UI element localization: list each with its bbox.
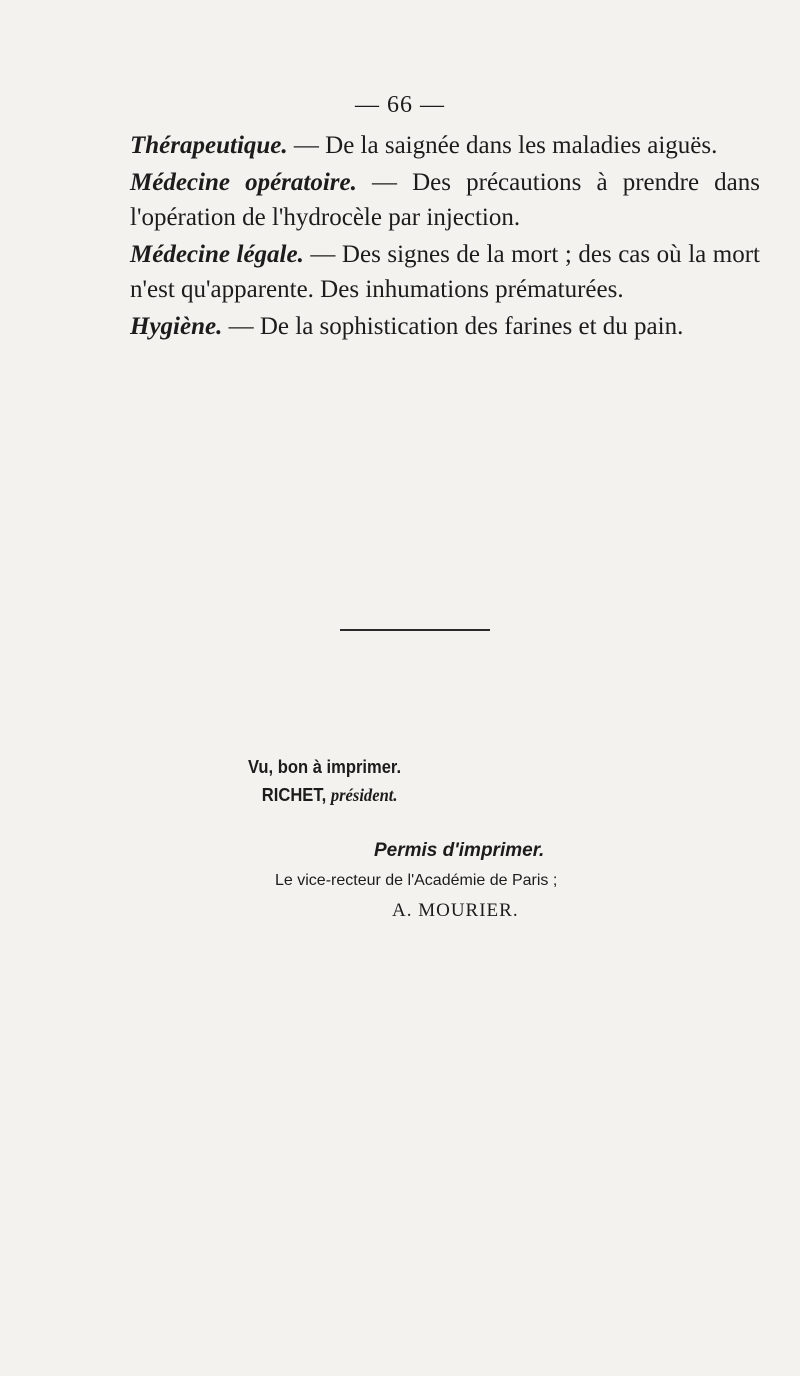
thesis-questions xyxy=(130,128,760,346)
entry-heading: Thérapeutique. xyxy=(130,132,288,159)
entry-hygiene xyxy=(130,309,760,344)
entry-heading: Hygiène. xyxy=(130,313,223,340)
separator-rule xyxy=(340,629,490,631)
approval-line: Vu, bon à imprimer. xyxy=(248,757,402,777)
entry-heading: Médecine opératoire. xyxy=(130,169,357,196)
approval-role: président. xyxy=(330,785,398,805)
entry-text: — De la saignée dans les maladies aiguës. xyxy=(287,132,718,159)
entry-therapeutique xyxy=(130,128,760,163)
approval-signatory xyxy=(248,781,401,809)
entry-medecine-operatoire xyxy=(130,165,760,235)
entry-heading: Médecine légale. xyxy=(130,241,304,268)
entry-text: — Des précautions à prendre dans l'opération de l'hydrocèle par injection. xyxy=(130,169,760,231)
approval-name: RICHET, xyxy=(261,785,331,805)
entry-medecine-legale xyxy=(130,237,760,307)
entry-text: — De la sophistication des farines et du pain. xyxy=(222,313,684,340)
permis-title: Permis d'imprimer. xyxy=(374,840,545,861)
page-number: — 66 — xyxy=(355,92,445,118)
permis-recteur: Le vice-recteur de l'Académie de Paris ; xyxy=(275,872,558,889)
permis-name: A. MOURIER. xyxy=(392,900,519,921)
entry-text: — Des signes de la mort ; des cas où la mort n'est qu'apparente. Des inhumations prématurées. xyxy=(130,241,760,303)
approval-block xyxy=(248,753,401,809)
